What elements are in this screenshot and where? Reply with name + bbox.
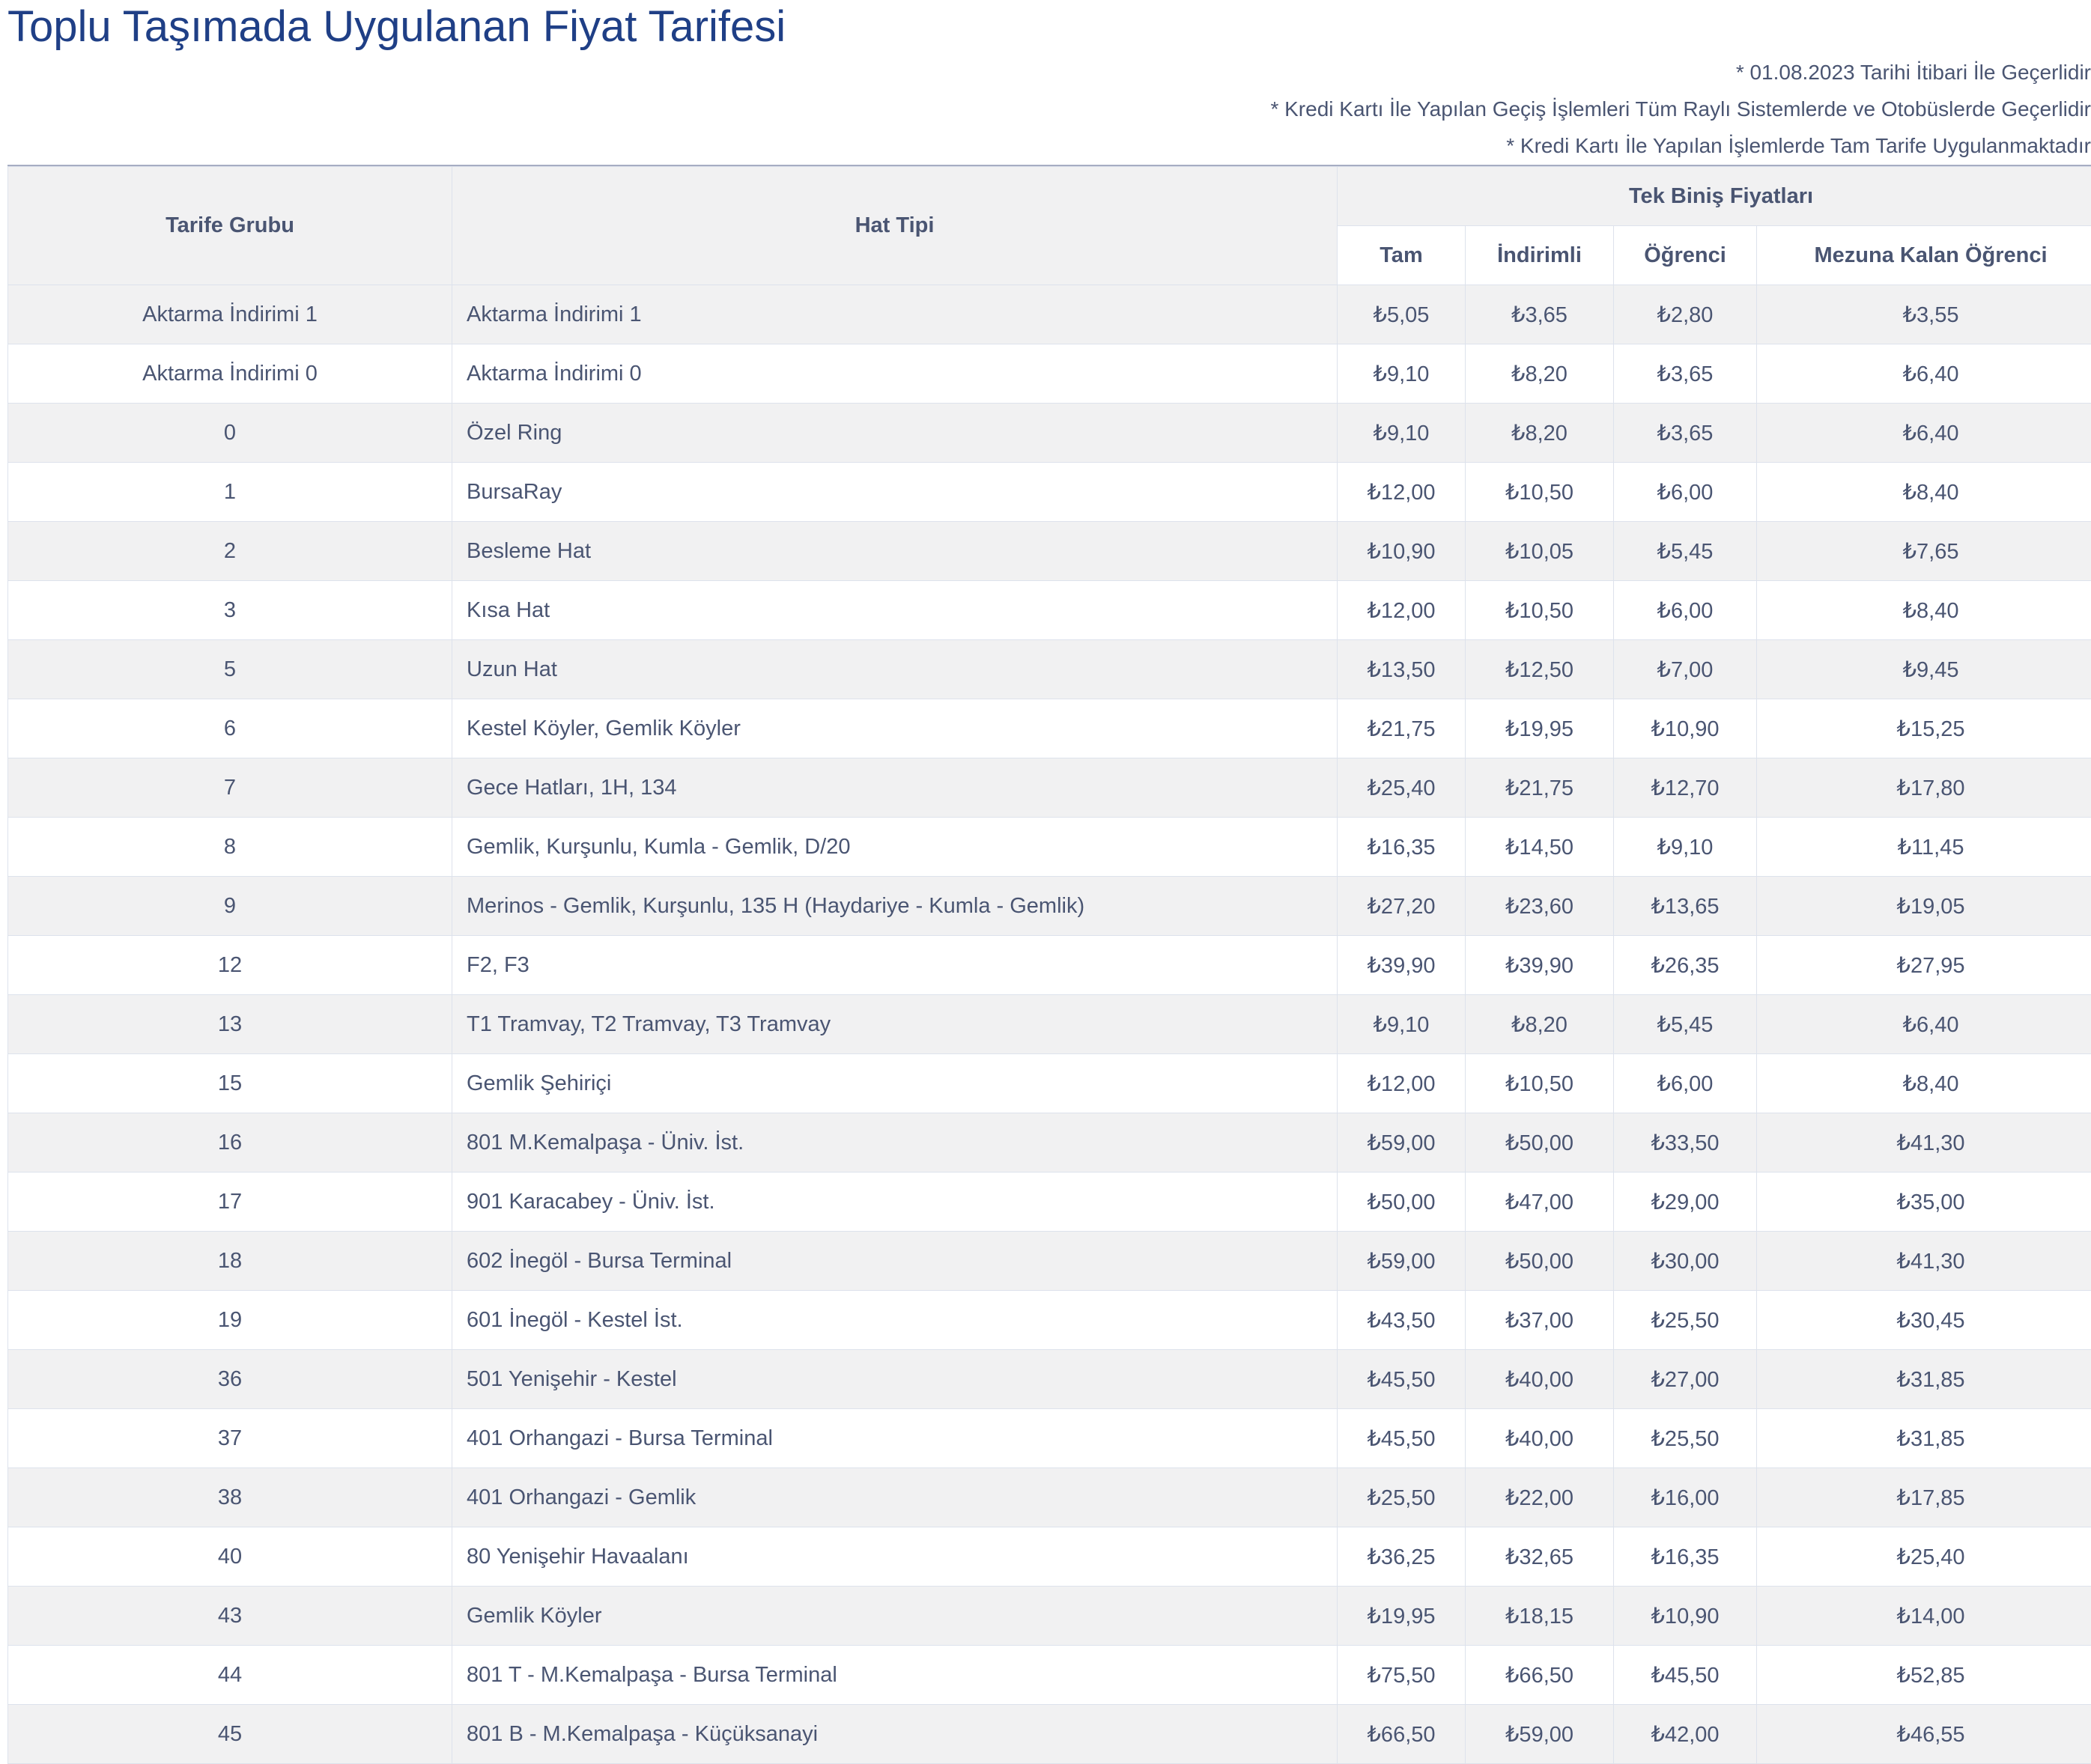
tarife-grubu-cell: 36 xyxy=(8,1350,452,1409)
mezuna-price-cell: ₺35,00 xyxy=(1757,1173,2091,1232)
tam-price-cell: ₺16,35 xyxy=(1338,818,1466,877)
ogrenci-price-cell: ₺10,90 xyxy=(1614,1587,1757,1646)
ogrenci-price-cell: ₺7,00 xyxy=(1614,640,1757,699)
tam-price-cell: ₺75,50 xyxy=(1338,1646,1466,1705)
tarife-grubu-cell: Aktarma İndirimi 1 xyxy=(8,285,452,344)
table-row xyxy=(8,1291,2091,1350)
header-hat-tipi: Hat Tipi xyxy=(452,167,1338,285)
tarife-grubu-cell: 0 xyxy=(8,404,452,463)
tarife-grubu-cell: 6 xyxy=(8,699,452,758)
tam-price-cell: ₺9,10 xyxy=(1338,404,1466,463)
mezuna-price-cell: ₺52,85 xyxy=(1757,1646,2091,1705)
ogrenci-price-cell: ₺30,00 xyxy=(1614,1232,1757,1291)
tam-price-cell: ₺10,90 xyxy=(1338,522,1466,581)
table-row xyxy=(8,1705,2091,1764)
tam-price-cell: ₺9,10 xyxy=(1338,344,1466,404)
tarife-grubu-cell: 43 xyxy=(8,1587,452,1646)
mezuna-price-cell: ₺19,05 xyxy=(1757,877,2091,936)
mezuna-price-cell: ₺6,40 xyxy=(1757,404,2091,463)
indirimli-price-cell: ₺12,50 xyxy=(1466,640,1614,699)
header-mezuna-kalan-ogrenci: Mezuna Kalan Öğrenci xyxy=(1757,226,2091,285)
hat-tipi-cell: Gemlik Köyler xyxy=(452,1587,1338,1646)
hat-tipi-cell: T1 Tramvay, T2 Tramvay, T3 Tramvay xyxy=(452,995,1338,1054)
hat-tipi-cell: 602 İnegöl - Bursa Terminal xyxy=(452,1232,1338,1291)
tam-price-cell: ₺50,00 xyxy=(1338,1173,1466,1232)
hat-tipi-cell: F2, F3 xyxy=(452,936,1338,995)
header-tarife-grubu: Tarife Grubu xyxy=(8,167,452,285)
mezuna-price-cell: ₺11,45 xyxy=(1757,818,2091,877)
ogrenci-price-cell: ₺16,00 xyxy=(1614,1468,1757,1527)
table-row xyxy=(8,640,2091,699)
tarife-grubu-cell: 8 xyxy=(8,818,452,877)
mezuna-price-cell: ₺46,55 xyxy=(1757,1705,2091,1764)
header-tek-binis-fiyatlari: Tek Biniş Fiyatları xyxy=(1338,167,2091,226)
hat-tipi-cell: 801 B - M.Kemalpaşa - Küçüksanayi xyxy=(452,1705,1338,1764)
tam-price-cell: ₺59,00 xyxy=(1338,1113,1466,1173)
table-row xyxy=(8,1173,2091,1232)
tam-price-cell: ₺9,10 xyxy=(1338,995,1466,1054)
notes-block xyxy=(1270,54,2091,164)
hat-tipi-cell: 501 Yenişehir - Kestel xyxy=(452,1350,1338,1409)
hat-tipi-cell: Merinos - Gemlik, Kurşunlu, 135 H (Haydariye - Kumla - Gemlik) xyxy=(452,877,1338,936)
tam-price-cell: ₺66,50 xyxy=(1338,1705,1466,1764)
ogrenci-price-cell: ₺26,35 xyxy=(1614,936,1757,995)
hat-tipi-cell: 801 M.Kemalpaşa - Üniv. İst. xyxy=(452,1113,1338,1173)
tariff-table-container xyxy=(7,165,2091,1764)
tam-price-cell: ₺45,50 xyxy=(1338,1409,1466,1468)
mezuna-price-cell: ₺6,40 xyxy=(1757,344,2091,404)
page-title: Toplu Taşımada Uygulanan Fiyat Tarifesi xyxy=(7,0,2091,54)
mezuna-price-cell: ₺8,40 xyxy=(1757,581,2091,640)
hat-tipi-cell: 401 Orhangazi - Gemlik xyxy=(452,1468,1338,1527)
ogrenci-price-cell: ₺42,00 xyxy=(1614,1705,1757,1764)
hat-tipi-cell: BursaRay xyxy=(452,463,1338,522)
ogrenci-price-cell: ₺6,00 xyxy=(1614,581,1757,640)
indirimli-price-cell: ₺39,90 xyxy=(1466,936,1614,995)
hat-tipi-cell: Besleme Hat xyxy=(452,522,1338,581)
table-row xyxy=(8,699,2091,758)
table-row xyxy=(8,1527,2091,1587)
header-indirimli: İndirimli xyxy=(1466,226,1614,285)
indirimli-price-cell: ₺59,00 xyxy=(1466,1705,1614,1764)
hat-tipi-cell: 401 Orhangazi - Bursa Terminal xyxy=(452,1409,1338,1468)
table-row xyxy=(8,344,2091,404)
mezuna-price-cell: ₺14,00 xyxy=(1757,1587,2091,1646)
indirimli-price-cell: ₺10,05 xyxy=(1466,522,1614,581)
table-row xyxy=(8,522,2091,581)
mezuna-price-cell: ₺41,30 xyxy=(1757,1232,2091,1291)
tarife-grubu-cell: 3 xyxy=(8,581,452,640)
indirimli-price-cell: ₺47,00 xyxy=(1466,1173,1614,1232)
hat-tipi-cell: Aktarma İndirimi 1 xyxy=(452,285,1338,344)
indirimli-price-cell: ₺8,20 xyxy=(1466,995,1614,1054)
ogrenci-price-cell: ₺27,00 xyxy=(1614,1350,1757,1409)
tarife-grubu-cell: 15 xyxy=(8,1054,452,1113)
hat-tipi-cell: Uzun Hat xyxy=(452,640,1338,699)
table-row xyxy=(8,1587,2091,1646)
indirimli-price-cell: ₺66,50 xyxy=(1466,1646,1614,1705)
mezuna-price-cell: ₺8,40 xyxy=(1757,1054,2091,1113)
tarife-grubu-cell: 13 xyxy=(8,995,452,1054)
ogrenci-price-cell: ₺33,50 xyxy=(1614,1113,1757,1173)
tam-price-cell: ₺12,00 xyxy=(1338,1054,1466,1113)
header-tam: Tam xyxy=(1338,226,1466,285)
hat-tipi-cell: 801 T - M.Kemalpaşa - Bursa Terminal xyxy=(452,1646,1338,1705)
ogrenci-price-cell: ₺45,50 xyxy=(1614,1646,1757,1705)
indirimli-price-cell: ₺10,50 xyxy=(1466,1054,1614,1113)
tarife-grubu-cell: Aktarma İndirimi 0 xyxy=(8,344,452,404)
mezuna-price-cell: ₺30,45 xyxy=(1757,1291,2091,1350)
tarife-grubu-cell: 5 xyxy=(8,640,452,699)
table-row xyxy=(8,463,2091,522)
tarife-grubu-cell: 18 xyxy=(8,1232,452,1291)
indirimli-price-cell: ₺21,75 xyxy=(1466,758,1614,818)
hat-tipi-cell: 901 Karacabey - Üniv. İst. xyxy=(452,1173,1338,1232)
indirimli-price-cell: ₺18,15 xyxy=(1466,1587,1614,1646)
table-row xyxy=(8,758,2091,818)
indirimli-price-cell: ₺40,00 xyxy=(1466,1409,1614,1468)
hat-tipi-cell: Kısa Hat xyxy=(452,581,1338,640)
mezuna-price-cell: ₺25,40 xyxy=(1757,1527,2091,1587)
hat-tipi-cell: Gemlik Şehiriçi xyxy=(452,1054,1338,1113)
tariff-page xyxy=(7,0,2091,54)
table-row xyxy=(8,581,2091,640)
mezuna-price-cell: ₺17,85 xyxy=(1757,1468,2091,1527)
indirimli-price-cell: ₺8,20 xyxy=(1466,404,1614,463)
hat-tipi-cell: Aktarma İndirimi 0 xyxy=(452,344,1338,404)
tarife-grubu-cell: 9 xyxy=(8,877,452,936)
ogrenci-price-cell: ₺29,00 xyxy=(1614,1173,1757,1232)
tam-price-cell: ₺13,50 xyxy=(1338,640,1466,699)
hat-tipi-cell: Gemlik, Kurşunlu, Kumla - Gemlik, D/20 xyxy=(452,818,1338,877)
tam-price-cell: ₺12,00 xyxy=(1338,581,1466,640)
tam-price-cell: ₺39,90 xyxy=(1338,936,1466,995)
indirimli-price-cell: ₺3,65 xyxy=(1466,285,1614,344)
indirimli-price-cell: ₺40,00 xyxy=(1466,1350,1614,1409)
ogrenci-price-cell: ₺16,35 xyxy=(1614,1527,1757,1587)
ogrenci-price-cell: ₺3,65 xyxy=(1614,404,1757,463)
table-row xyxy=(8,404,2091,463)
ogrenci-price-cell: ₺3,65 xyxy=(1614,344,1757,404)
ogrenci-price-cell: ₺25,50 xyxy=(1614,1291,1757,1350)
tarife-grubu-cell: 45 xyxy=(8,1705,452,1764)
tariff-table xyxy=(7,166,2091,1764)
tarife-grubu-cell: 17 xyxy=(8,1173,452,1232)
mezuna-price-cell: ₺41,30 xyxy=(1757,1113,2091,1173)
tam-price-cell: ₺25,40 xyxy=(1338,758,1466,818)
hat-tipi-cell: Özel Ring xyxy=(452,404,1338,463)
note-credit-card-validity: * Kredi Kartı İle Yapılan Geçiş İşlemleri Tüm Raylı Sistemlerde ve Otobüslerde Geçerlidir xyxy=(1270,91,2091,127)
table-row xyxy=(8,1232,2091,1291)
tam-price-cell: ₺36,25 xyxy=(1338,1527,1466,1587)
mezuna-price-cell: ₺3,55 xyxy=(1757,285,2091,344)
ogrenci-price-cell: ₺6,00 xyxy=(1614,1054,1757,1113)
table-row xyxy=(8,1468,2091,1527)
ogrenci-price-cell: ₺5,45 xyxy=(1614,995,1757,1054)
mezuna-price-cell: ₺8,40 xyxy=(1757,463,2091,522)
ogrenci-price-cell: ₺25,50 xyxy=(1614,1409,1757,1468)
tarife-grubu-cell: 1 xyxy=(8,463,452,522)
table-row xyxy=(8,1409,2091,1468)
ogrenci-price-cell: ₺6,00 xyxy=(1614,463,1757,522)
ogrenci-price-cell: ₺12,70 xyxy=(1614,758,1757,818)
table-row xyxy=(8,285,2091,344)
table-row xyxy=(8,995,2091,1054)
tarife-grubu-cell: 12 xyxy=(8,936,452,995)
ogrenci-price-cell: ₺10,90 xyxy=(1614,699,1757,758)
ogrenci-price-cell: ₺9,10 xyxy=(1614,818,1757,877)
table-row xyxy=(8,818,2091,877)
indirimli-price-cell: ₺10,50 xyxy=(1466,581,1614,640)
indirimli-price-cell: ₺50,00 xyxy=(1466,1113,1614,1173)
mezuna-price-cell: ₺17,80 xyxy=(1757,758,2091,818)
indirimli-price-cell: ₺37,00 xyxy=(1466,1291,1614,1350)
indirimli-price-cell: ₺32,65 xyxy=(1466,1527,1614,1587)
table-row xyxy=(8,877,2091,936)
tarife-grubu-cell: 16 xyxy=(8,1113,452,1173)
tarife-grubu-cell: 40 xyxy=(8,1527,452,1587)
indirimli-price-cell: ₺23,60 xyxy=(1466,877,1614,936)
hat-tipi-cell: Kestel Köyler, Gemlik Köyler xyxy=(452,699,1338,758)
tarife-grubu-cell: 44 xyxy=(8,1646,452,1705)
hat-tipi-cell: 601 İnegöl - Kestel İst. xyxy=(452,1291,1338,1350)
tam-price-cell: ₺19,95 xyxy=(1338,1587,1466,1646)
tarife-grubu-cell: 38 xyxy=(8,1468,452,1527)
table-row xyxy=(8,1350,2091,1409)
hat-tipi-cell: 80 Yenişehir Havaalanı xyxy=(452,1527,1338,1587)
mezuna-price-cell: ₺27,95 xyxy=(1757,936,2091,995)
ogrenci-price-cell: ₺2,80 xyxy=(1614,285,1757,344)
indirimli-price-cell: ₺8,20 xyxy=(1466,344,1614,404)
indirimli-price-cell: ₺14,50 xyxy=(1466,818,1614,877)
table-row xyxy=(8,936,2091,995)
tam-price-cell: ₺21,75 xyxy=(1338,699,1466,758)
table-body xyxy=(8,285,2091,1764)
mezuna-price-cell: ₺31,85 xyxy=(1757,1409,2091,1468)
tam-price-cell: ₺43,50 xyxy=(1338,1291,1466,1350)
tarife-grubu-cell: 2 xyxy=(8,522,452,581)
tarife-grubu-cell: 37 xyxy=(8,1409,452,1468)
mezuna-price-cell: ₺9,45 xyxy=(1757,640,2091,699)
ogrenci-price-cell: ₺13,65 xyxy=(1614,877,1757,936)
ogrenci-price-cell: ₺5,45 xyxy=(1614,522,1757,581)
tarife-grubu-cell: 7 xyxy=(8,758,452,818)
table-header xyxy=(8,167,2091,285)
tam-price-cell: ₺12,00 xyxy=(1338,463,1466,522)
header-ogrenci: Öğrenci xyxy=(1614,226,1757,285)
indirimli-price-cell: ₺22,00 xyxy=(1466,1468,1614,1527)
mezuna-price-cell: ₺6,40 xyxy=(1757,995,2091,1054)
indirimli-price-cell: ₺10,50 xyxy=(1466,463,1614,522)
hat-tipi-cell: Gece Hatları, 1H, 134 xyxy=(452,758,1338,818)
table-row xyxy=(8,1054,2091,1113)
tam-price-cell: ₺5,05 xyxy=(1338,285,1466,344)
table-row xyxy=(8,1646,2091,1705)
indirimli-price-cell: ₺50,00 xyxy=(1466,1232,1614,1291)
mezuna-price-cell: ₺7,65 xyxy=(1757,522,2091,581)
note-credit-card-tariff: * Kredi Kartı İle Yapılan İşlemlerde Tam Tarife Uygulanmaktadır xyxy=(1270,127,2091,164)
tam-price-cell: ₺45,50 xyxy=(1338,1350,1466,1409)
tam-price-cell: ₺27,20 xyxy=(1338,877,1466,936)
tam-price-cell: ₺25,50 xyxy=(1338,1468,1466,1527)
tam-price-cell: ₺59,00 xyxy=(1338,1232,1466,1291)
mezuna-price-cell: ₺15,25 xyxy=(1757,699,2091,758)
indirimli-price-cell: ₺19,95 xyxy=(1466,699,1614,758)
note-validity-date: * 01.08.2023 Tarihi İtibari İle Geçerlidir xyxy=(1270,54,2091,91)
table-row xyxy=(8,1113,2091,1173)
mezuna-price-cell: ₺31,85 xyxy=(1757,1350,2091,1409)
tarife-grubu-cell: 19 xyxy=(8,1291,452,1350)
